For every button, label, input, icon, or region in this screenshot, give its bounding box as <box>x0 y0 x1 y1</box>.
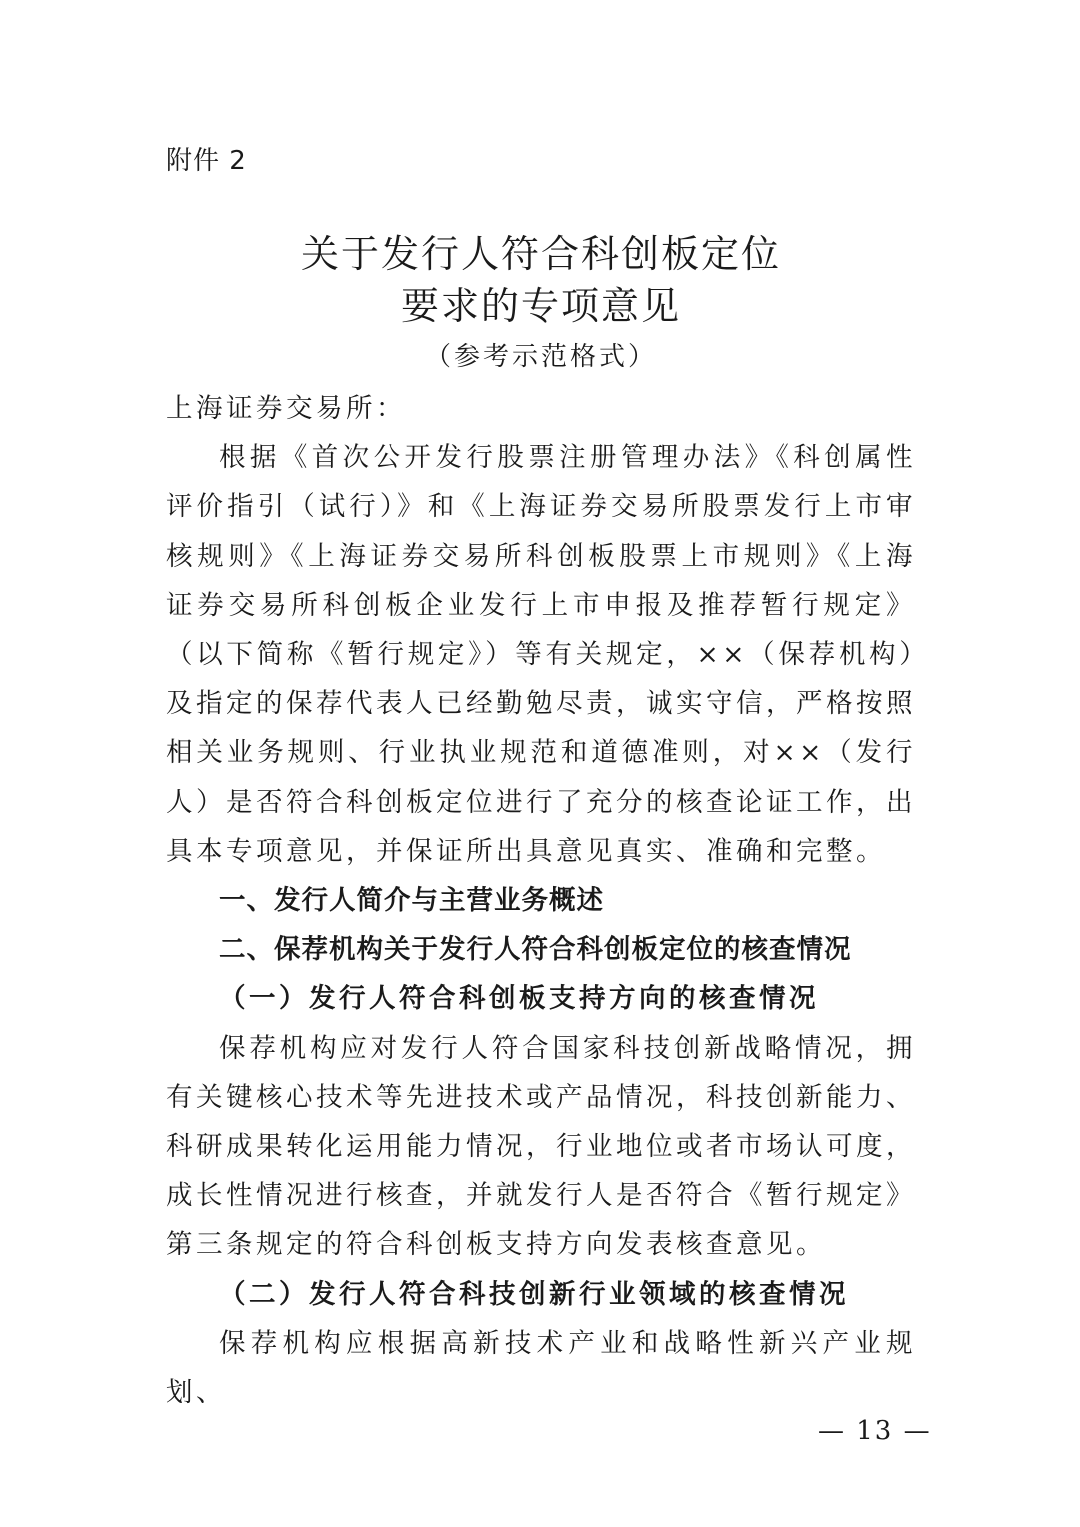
attachment-label: 附件 2 <box>166 146 247 176</box>
paragraph-industry-field: 保荐机构应根据高新技术产业和战略性新兴产业规划、 <box>166 1327 916 1409</box>
document-title <box>166 228 916 332</box>
paragraph-intro: 根据《首次公开发行股票注册管理办法》《科创属性评价指引（试行）》和《上海证券交易所股票发行上市审核规则》《上海证券交易所科创板股票上市规则》《上海证券交易所科创板企业发行上市申报及推荐暂行规定》（以下简称《暂行规定》）等有关规定，××（保荐机构）及指定的保荐代表人已经勤勉尽责，诚实守信，严格按照相关业务规则、行业执业规范和道德准则，对××（发行人）是否符合科创板定位进行了充分的核查论证工作，出具本专项意见，并保证所出具意见真实、准确和完整。 <box>166 442 916 867</box>
page-number: — 13 — <box>818 1416 932 1446</box>
document-subtitle: （参考示范格式） <box>424 342 657 372</box>
subsection-heading-1: （一）发行人符合科创板支持方向的核查情况 <box>219 983 819 1015</box>
addressee: 上海证券交易所： <box>166 393 406 424</box>
paragraph-support-direction: 保荐机构应对发行人符合国家科技创新战略情况，拥有关键核心技术等先进技术或产品情况，科技创新能力、科研成果转化运用能力情况，行业地位或者市场认可度，成长性情况进行核查，并就发行人是否符合《暂行规定》第三条规定的符合科创板支持方向发表核查意见。 <box>166 1032 916 1261</box>
subsection-heading-2: （二）发行人符合科技创新行业领域的核查情况 <box>219 1278 849 1310</box>
section-heading-2: 二、保荐机构关于发行人符合科创板定位的核查情况 <box>219 934 852 966</box>
section-heading-1: 一、发行人简介与主营业务概述 <box>219 885 604 917</box>
document-body <box>166 384 916 1417</box>
title-line-2: 要求的专项意见 <box>400 284 681 328</box>
title-line-1: 关于发行人符合科创板定位 <box>300 232 781 276</box>
